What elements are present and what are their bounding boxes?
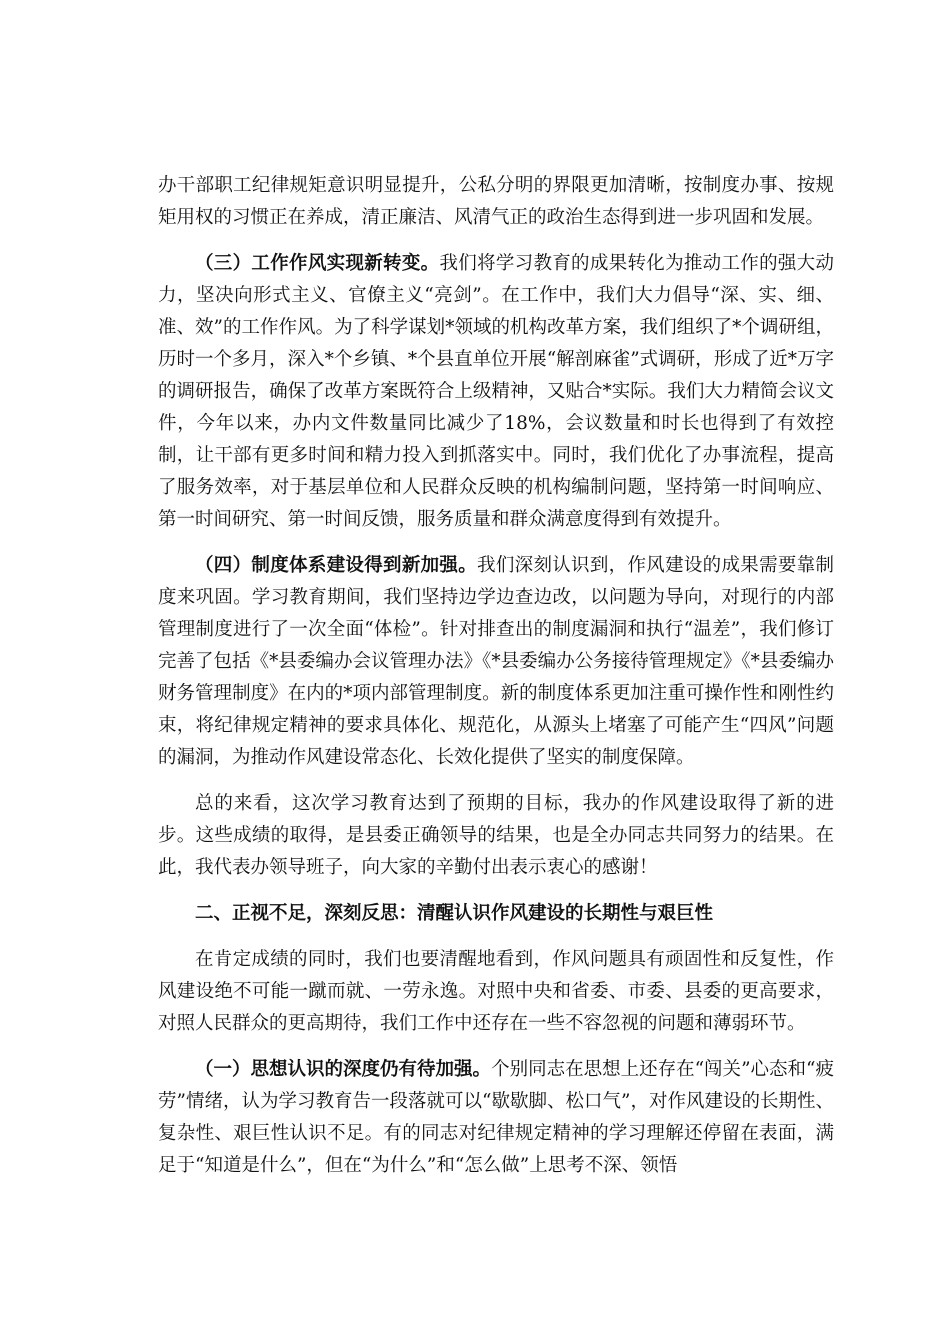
paragraph-lead: （四）制度体系建设得到新加强。 xyxy=(195,555,478,576)
paragraph-text: 总的来看，这次学习教育达到了预期的目标，我办的作风建设取得了新的进步。这些成绩的取得，是县委正确领导的结果，也是全办同志共同努力的结果。在此，我代表办领导班子，向大家的辛勤付出表示衷心的感谢！ xyxy=(158,793,834,878)
paragraph-text: 个别同志在思想上还存在“闯关”心态和“疲劳”情绪，认为学习教育告一段落就可以“歇歇脚、松口气”，对作风建设的长期性、复杂性、艰巨性认识不足。有的同志对纪律规定精神的学习理解还停留在表面，满足于“知道是什么”，但在“为什么”和“怎么做”上思考不深、领悟 xyxy=(158,1059,834,1176)
paragraph-text: 我们深刻认识到，作风建设的成果需要靠制度来巩固。学习教育期间，我们坚持边学边查边改，以问题为导向，对现行的内部管理制度进行了一次全面“体检”。针对排查出的制度漏洞和执行“温差”，我们修订完善了包括《*县委编办会议管理办法》《*县委编办公务接待管理规定》《*县委编办财务管理制度》在内的*项内部管理制度。新的制度体系更加注重可操作性和刚性约束，将纪律规定精神的要求具体化、规范化，从源头上堵塞了可能产生“四风”问题的漏洞，为推动作风建设常态化、长效化提供了坚实的制度保障。 xyxy=(158,555,834,768)
paragraph-lead: （一）思想认识的深度仍有待加强。 xyxy=(195,1059,492,1080)
paragraph-text: 我们将学习教育的成果转化为推动工作的强大动力，坚决向形式主义、官僚主义“亮剑”。在工作中，我们大力倡导“深、实、细、准、效”的工作作风。为了科学谋划*领域的机构改革方案，我们组织了*个调研组，历时一个多月，深入*个乡镇、*个县直单位开展“解剖麻雀”式调研，形成了近*万字的调研报告，确保了改革方案既符合上级精神，又贴合*实际。我们大力精简会议文件，今年以来，办内文件数量同比减少了18%，会议数量和时长也得到了有效控制，让干部有更多时间和精力投入到抓落实中。同时，我们优化了办事流程，提高了服务效率，对于基层单位和人民群众反映的机构编制问题，坚持第一时间响应、第一时间研究、第一时间反馈，服务质量和群众满意度得到有效提升。 xyxy=(158,253,834,530)
paragraph-text: 在肯定成绩的同时，我们也要清醒地看到，作风问题具有顽固性和反复性，作风建设绝不可能一蹴而就、一劳永逸。对照中央和省委、市委、县委的更高要求，对照人民群众的更高期待，我们工作中还存在一些不容忽视的问题和薄弱环节。 xyxy=(158,949,834,1034)
section-heading: 二、正视不足，深刻反思：清醒认识作风建设的长期性与艰巨性 xyxy=(195,903,714,924)
paragraph-system-building xyxy=(158,550,834,774)
paragraph-work-style xyxy=(158,248,834,536)
paragraph-continuation xyxy=(158,170,834,234)
paragraph-awareness xyxy=(158,1054,834,1182)
document-page xyxy=(158,170,834,1196)
paragraph-text: 办干部职工纪律规矩意识明显提升，公私分明的界限更加清晰，按制度办事、按规矩用权的习惯正在养成，清正廉洁、风清气正的政治生态得到进一步巩固和发展。 xyxy=(158,175,834,228)
paragraph-shortcomings-intro xyxy=(158,944,834,1040)
paragraph-summary xyxy=(158,788,834,884)
paragraph-lead: （三）工作作风实现新转变。 xyxy=(195,253,440,274)
